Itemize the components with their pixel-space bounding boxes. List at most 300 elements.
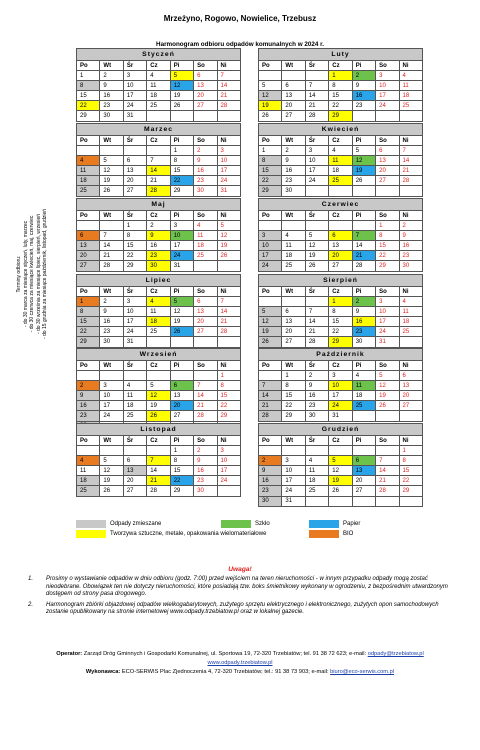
empty-day-cell (376, 111, 399, 121)
note-text: Prosimy o wystawianie odpadów w dniu odbioru (godz. 7:00) przed wejściem na teren nieruchomości - w innym przypadku odpady mogą zostać nieodebrane. Obowiązek ten nie dotyczy nieruchomości, które posiadają tzw. boks śmietnikowy wykonany w ogrodzeniu, z bezpośrednim utwardzonym dostępem od strony pasa drogowego. (46, 576, 448, 598)
day-cell: 11 (282, 241, 305, 251)
day-cell: 2 (100, 71, 123, 81)
day-cell: 10 (123, 81, 146, 91)
day-cell: 7 (399, 146, 422, 156)
day-cell: 29 (170, 486, 193, 496)
weekday-header: Wt (100, 136, 123, 146)
day-cell: 16 (352, 91, 375, 101)
day-cell: 11 (399, 307, 422, 317)
weekday-header: Ni (217, 211, 240, 221)
empty-day-cell (259, 446, 282, 456)
day-cell: 21 (217, 317, 240, 327)
day-cell: 2 (194, 146, 217, 156)
empty-day-cell (123, 371, 146, 381)
day-cell: 13 (282, 317, 305, 327)
day-cell: 12 (259, 317, 282, 327)
day-cell: 28 (147, 486, 170, 496)
weekday-header: Pi (170, 61, 193, 71)
day-cell: 8 (259, 156, 282, 166)
day-cell: 3 (329, 371, 352, 381)
day-cell: 24 (123, 327, 146, 337)
day-cell: 15 (217, 391, 240, 401)
day-cell: 3 (259, 231, 282, 241)
month-calendar (76, 123, 241, 197)
day-cell: 3 (376, 71, 399, 81)
month-calendar (76, 348, 241, 432)
month-name: Październik (259, 349, 423, 361)
note-text: Harmonogram zbiórki objazdowej odpadów wielkogabarytowych, zużytego sprzętu elektrycznego i elektronicznego, zużytych opon samochodowych zostanie opublikowany na stronie internetowej www.odpady.trzebiatow.pl oraz w lokalnej gazecie. (46, 601, 439, 616)
day-cell: 17 (100, 401, 123, 411)
day-cell: 6 (329, 231, 352, 241)
weekday-header: Cz (329, 361, 352, 371)
deadline-line: - do 30 czerwca za miesiące kwiecień, maj, czerwiec (28, 215, 35, 333)
day-cell: 29 (399, 486, 422, 496)
weekday-header: Po (259, 361, 282, 371)
weekday-header: Wt (100, 61, 123, 71)
day-cell: 27 (194, 327, 217, 337)
note-number: 2. (28, 601, 34, 608)
empty-day-cell (329, 221, 352, 231)
day-cell: 20 (352, 476, 375, 486)
day-cell: 2 (399, 221, 422, 231)
day-cell: 28 (399, 176, 422, 186)
day-cell: 25 (194, 251, 217, 261)
month-name: Kwiecień (259, 124, 423, 136)
day-cell: 2 (352, 297, 375, 307)
empty-day-cell (376, 496, 399, 506)
weekday-header: Po (77, 61, 100, 71)
day-cell: 17 (282, 476, 305, 486)
weekday-header: Wt (282, 287, 305, 297)
weekday-header: Śr (305, 287, 328, 297)
day-cell: 6 (282, 81, 305, 91)
day-cell: 14 (305, 317, 328, 327)
day-cell: 12 (259, 91, 282, 101)
day-cell: 12 (329, 466, 352, 476)
empty-day-cell (194, 261, 217, 271)
day-cell: 22 (376, 251, 399, 261)
empty-day-cell (376, 186, 399, 196)
day-cell: 5 (147, 381, 170, 391)
operator-label: Operator: (56, 651, 83, 657)
day-cell: 24 (282, 486, 305, 496)
day-cell: 18 (77, 476, 100, 486)
day-cell: 13 (123, 466, 146, 476)
day-cell: 5 (217, 221, 240, 231)
day-cell: 16 (147, 241, 170, 251)
day-cell: 30 (194, 186, 217, 196)
day-cell: 8 (77, 307, 100, 317)
empty-day-cell (259, 71, 282, 81)
day-cell: 16 (100, 317, 123, 327)
day-cell: 25 (282, 261, 305, 271)
empty-day-cell (170, 337, 193, 347)
empty-day-cell (399, 496, 422, 506)
day-cell: 13 (194, 307, 217, 317)
empty-day-cell (376, 411, 399, 421)
day-cell: 16 (282, 166, 305, 176)
day-cell: 22 (399, 476, 422, 486)
day-cell: 17 (217, 166, 240, 176)
weekday-header: Śr (305, 136, 328, 146)
day-cell: 24 (259, 261, 282, 271)
day-cell: 5 (352, 146, 375, 156)
day-cell: 22 (77, 101, 100, 111)
weekday-header: Wt (282, 136, 305, 146)
weekday-header: Ni (217, 436, 240, 446)
weekday-header: Wt (100, 211, 123, 221)
day-cell: 5 (305, 231, 328, 241)
day-cell: 1 (399, 446, 422, 456)
day-cell: 1 (170, 446, 193, 456)
empty-day-cell (194, 337, 217, 347)
day-cell: 21 (194, 401, 217, 411)
day-cell: 22 (170, 176, 193, 186)
day-cell: 13 (376, 156, 399, 166)
weekday-header: Ni (399, 61, 422, 71)
day-cell: 9 (194, 156, 217, 166)
month-name: Styczeń (77, 49, 241, 61)
day-cell: 26 (147, 411, 170, 421)
day-cell: 22 (170, 476, 193, 486)
day-cell: 30 (282, 186, 305, 196)
day-cell: 30 (259, 496, 282, 506)
day-cell: 12 (217, 231, 240, 241)
deadline-line: - do 15 grudnia za miesiące październik, listopad, grudzień (41, 208, 48, 340)
day-cell: 9 (147, 231, 170, 241)
day-cell: 19 (217, 241, 240, 251)
day-cell: 23 (352, 327, 375, 337)
day-cell: 5 (259, 81, 282, 91)
weekday-header: Po (259, 211, 282, 221)
day-cell: 7 (194, 381, 217, 391)
day-cell: 7 (352, 231, 375, 241)
month-name: Lipiec (77, 275, 241, 287)
weekday-header: So (194, 361, 217, 371)
operator-website-link[interactable]: www.odpady.trzebiatow.pl (207, 660, 273, 666)
weekday-header: So (376, 211, 399, 221)
day-cell: 30 (352, 337, 375, 347)
day-cell: 8 (170, 456, 193, 466)
day-cell: 28 (376, 486, 399, 496)
day-cell: 28 (217, 101, 240, 111)
day-cell: 4 (399, 297, 422, 307)
day-cell: 24 (305, 176, 328, 186)
contractor-text: ECO-SERWIS Plac Zjednoczenia 4, 72-320 Trzebiatów; tel.: 91 38 73 903; e-mail: (121, 669, 329, 675)
day-cell: 7 (217, 71, 240, 81)
day-cell: 18 (305, 476, 328, 486)
plastic-swatch (76, 530, 106, 538)
weekday-header: Pi (352, 211, 375, 221)
day-cell: 29 (376, 261, 399, 271)
weekday-header: Po (77, 136, 100, 146)
day-cell: 12 (352, 156, 375, 166)
day-cell: 1 (376, 221, 399, 231)
day-cell: 4 (147, 71, 170, 81)
day-cell: 21 (100, 251, 123, 261)
day-cell: 25 (399, 327, 422, 337)
day-cell: 1 (329, 297, 352, 307)
day-cell: 15 (77, 317, 100, 327)
day-cell: 12 (305, 241, 328, 251)
day-cell: 15 (259, 166, 282, 176)
day-cell: 14 (352, 241, 375, 251)
weekday-header: Wt (282, 211, 305, 221)
day-cell: 3 (282, 456, 305, 466)
day-cell: 9 (100, 81, 123, 91)
day-cell: 13 (123, 166, 146, 176)
page-title: Mrzeżyno, Rogowo, Nowielice, Trzebusz (163, 14, 317, 23)
operator-text: Zarząd Dróg Gminnych i Gospodarki Komunalnej, ul. Sportowa 19, 72-320 Trzebiatów; tel. 91 38 72 623; e-mail: (83, 651, 367, 657)
day-cell: 15 (329, 91, 352, 101)
paper-swatch (309, 520, 339, 528)
footer (0, 650, 480, 677)
day-cell: 18 (352, 391, 375, 401)
day-cell: 25 (329, 176, 352, 186)
empty-day-cell (77, 446, 100, 456)
month-calendar (76, 274, 241, 348)
day-cell: 17 (170, 241, 193, 251)
day-cell: 17 (329, 391, 352, 401)
day-cell: 14 (399, 156, 422, 166)
day-cell: 12 (376, 381, 399, 391)
day-cell: 21 (376, 476, 399, 486)
legend-glass-label: Szkło (255, 521, 270, 527)
day-cell: 21 (352, 251, 375, 261)
day-cell: 11 (329, 156, 352, 166)
day-cell: 4 (123, 381, 146, 391)
notice-heading: Uwaga! (228, 566, 252, 573)
day-cell: 20 (194, 91, 217, 101)
day-cell: 11 (352, 381, 375, 391)
day-cell: 29 (329, 337, 352, 347)
day-cell: 21 (305, 101, 328, 111)
day-cell: 25 (147, 101, 170, 111)
day-cell: 6 (282, 307, 305, 317)
day-cell: 24 (329, 401, 352, 411)
day-cell: 28 (217, 327, 240, 337)
empty-day-cell (147, 371, 170, 381)
weekday-header: Pi (170, 361, 193, 371)
weekday-header: Pi (352, 287, 375, 297)
day-cell: 29 (77, 337, 100, 347)
day-cell: 4 (282, 231, 305, 241)
day-cell: 13 (77, 241, 100, 251)
day-cell: 27 (194, 101, 217, 111)
empty-day-cell (352, 446, 375, 456)
day-cell: 29 (123, 261, 146, 271)
empty-day-cell (259, 371, 282, 381)
day-cell: 11 (123, 391, 146, 401)
empty-day-cell (170, 371, 193, 381)
day-cell: 7 (147, 156, 170, 166)
day-cell: 8 (217, 381, 240, 391)
day-cell: 29 (259, 186, 282, 196)
day-cell: 7 (259, 381, 282, 391)
day-cell: 20 (282, 101, 305, 111)
weekday-header: Ni (217, 287, 240, 297)
empty-day-cell (100, 446, 123, 456)
month-calendar (76, 48, 241, 122)
day-cell: 18 (147, 91, 170, 101)
day-cell: 23 (100, 327, 123, 337)
day-cell: 18 (399, 317, 422, 327)
empty-day-cell (305, 186, 328, 196)
empty-day-cell (376, 446, 399, 456)
day-cell: 19 (329, 476, 352, 486)
day-cell: 24 (100, 411, 123, 421)
day-cell: 15 (77, 91, 100, 101)
day-cell: 15 (170, 166, 193, 176)
operator-email-link[interactable]: odpady@trzebiatow.pl (367, 651, 424, 657)
day-cell: 19 (352, 166, 375, 176)
empty-day-cell (147, 146, 170, 156)
empty-day-cell (217, 337, 240, 347)
day-cell: 10 (329, 381, 352, 391)
day-cell: 14 (305, 91, 328, 101)
day-cell: 28 (194, 411, 217, 421)
month-calendar (258, 48, 423, 122)
weekday-header: Ni (399, 287, 422, 297)
month-calendar (258, 423, 423, 507)
day-cell: 24 (123, 101, 146, 111)
day-cell: 12 (100, 166, 123, 176)
empty-day-cell (329, 496, 352, 506)
day-cell: 10 (282, 466, 305, 476)
day-cell: 19 (259, 327, 282, 337)
day-cell: 20 (77, 251, 100, 261)
pickup-deadlines-note (8, 124, 56, 424)
day-cell: 18 (282, 251, 305, 261)
day-cell: 1 (77, 71, 100, 81)
day-cell: 27 (123, 186, 146, 196)
weekday-header: So (194, 61, 217, 71)
day-cell: 13 (352, 466, 375, 476)
day-cell: 26 (329, 486, 352, 496)
empty-day-cell (100, 371, 123, 381)
empty-day-cell (259, 221, 282, 231)
day-cell: 11 (194, 231, 217, 241)
day-cell: 12 (170, 307, 193, 317)
day-cell: 23 (194, 176, 217, 186)
day-cell: 4 (77, 456, 100, 466)
day-cell: 11 (147, 81, 170, 91)
day-cell: 2 (352, 71, 375, 81)
day-cell: 27 (123, 486, 146, 496)
day-cell: 12 (100, 466, 123, 476)
day-cell: 31 (123, 337, 146, 347)
weekday-header: Po (77, 436, 100, 446)
month-name: Luty (259, 49, 423, 61)
day-cell: 16 (77, 401, 100, 411)
empty-day-cell (123, 446, 146, 456)
day-cell: 26 (305, 261, 328, 271)
day-cell: 6 (77, 231, 100, 241)
day-cell: 18 (77, 176, 100, 186)
day-cell: 25 (305, 486, 328, 496)
day-cell: 16 (100, 91, 123, 101)
day-cell: 9 (77, 391, 100, 401)
day-cell: 26 (100, 486, 123, 496)
glass-swatch (221, 520, 251, 528)
empty-day-cell (305, 71, 328, 81)
day-cell: 21 (305, 327, 328, 337)
day-cell: 31 (329, 411, 352, 421)
month-name: Czerwiec (259, 199, 423, 211)
empty-day-cell (123, 146, 146, 156)
day-cell: 14 (217, 81, 240, 91)
day-cell: 10 (100, 391, 123, 401)
day-cell: 4 (194, 221, 217, 231)
day-cell: 16 (194, 466, 217, 476)
weekday-header: Cz (329, 136, 352, 146)
weekday-header: Ni (399, 136, 422, 146)
day-cell: 30 (399, 261, 422, 271)
weekday-header: So (194, 436, 217, 446)
day-cell: 4 (77, 156, 100, 166)
day-cell: 25 (352, 401, 375, 411)
empty-day-cell (399, 411, 422, 421)
day-cell: 2 (259, 456, 282, 466)
day-cell: 23 (194, 476, 217, 486)
empty-day-cell (100, 221, 123, 231)
day-cell: 9 (100, 307, 123, 317)
day-cell: 22 (77, 327, 100, 337)
weekday-header: Cz (147, 287, 170, 297)
weekday-header: So (194, 287, 217, 297)
day-cell: 21 (147, 476, 170, 486)
deadline-line: - do 30 marca za miesiące styczeń, luty, marzec (22, 220, 29, 328)
empty-day-cell (147, 111, 170, 121)
day-cell: 7 (305, 81, 328, 91)
month-calendar (76, 198, 241, 272)
deadlines-heading: Terminy odbioru: (15, 255, 22, 293)
weekday-header: Pi (170, 436, 193, 446)
weekday-header: Wt (100, 287, 123, 297)
weekday-header: Po (259, 436, 282, 446)
weekday-header: Cz (147, 436, 170, 446)
day-cell: 19 (259, 101, 282, 111)
day-cell: 31 (123, 111, 146, 121)
day-cell: 1 (282, 371, 305, 381)
empty-day-cell (170, 111, 193, 121)
day-cell: 22 (329, 327, 352, 337)
day-cell: 30 (305, 411, 328, 421)
day-cell: 27 (352, 486, 375, 496)
day-cell: 20 (170, 401, 193, 411)
weekday-header: Pi (170, 136, 193, 146)
month-name: Wrzesień (77, 349, 241, 361)
day-cell: 17 (305, 166, 328, 176)
day-cell: 7 (305, 307, 328, 317)
day-cell: 10 (376, 307, 399, 317)
day-cell: 15 (123, 241, 146, 251)
weekday-header: Po (77, 287, 100, 297)
weekday-header: Ni (217, 361, 240, 371)
day-cell: 22 (259, 176, 282, 186)
day-cell: 9 (352, 81, 375, 91)
day-cell: 6 (194, 297, 217, 307)
day-cell: 1 (259, 146, 282, 156)
day-cell: 19 (170, 317, 193, 327)
contractor-email-link[interactable]: biuro@eco-serwis.com.pl (330, 669, 395, 675)
day-cell: 13 (194, 81, 217, 91)
day-cell: 8 (282, 381, 305, 391)
day-cell: 23 (305, 401, 328, 411)
weekday-header: Cz (147, 361, 170, 371)
weekday-header: Wt (100, 361, 123, 371)
empty-day-cell (352, 496, 375, 506)
